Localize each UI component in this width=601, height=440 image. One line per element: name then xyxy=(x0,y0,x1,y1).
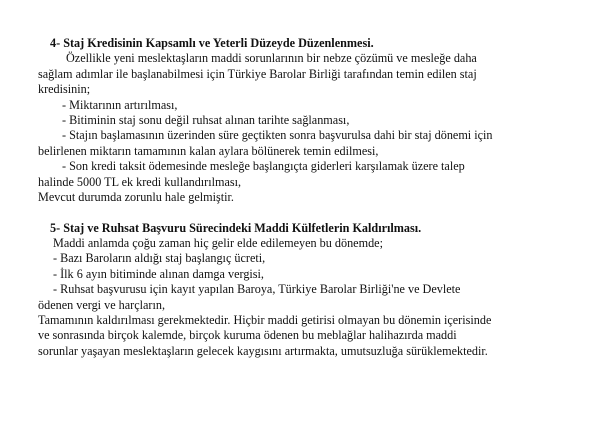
paragraph-line: Maddi anlamda çoğu zaman hiç gelir elde edilemeyen bu dönemde; xyxy=(53,236,383,251)
paragraph-line: sorunlar yaşayan meslektaşların gelecek kaygısını artırmakta, umutsuzluğa sürüklemektedir. xyxy=(38,343,488,358)
paragraph-line: Mevcut durumda zorunlu hale gelmiştir. xyxy=(38,189,234,204)
paragraph-line: kredisinin; xyxy=(38,82,91,97)
section-spacer xyxy=(38,205,598,220)
document-page xyxy=(38,36,598,359)
paragraph-line: ve sonrasında birçok kalemde, birçok kuruma ödenen bu meblağlar halihazırda maddi xyxy=(38,328,457,343)
list-item: - İlk 6 ayın bitiminde alınan damga vergisi, xyxy=(53,266,264,281)
paragraph-line: Özellikle yeni meslektaşların maddi sorunlarının bir nebze çözümü ve mesleğe daha xyxy=(66,51,477,66)
paragraph-line: ödenen vergi ve harçların, xyxy=(38,297,166,312)
list-item: - Ruhsat başvurusu için kayıt yapılan Baroya, Türkiye Barolar Birliği'ne ve Devlete xyxy=(53,282,461,297)
paragraph-line: belirlenen miktarın tamamının kalan aylara bölünerek temin edilmesi, xyxy=(38,143,379,158)
section-heading-maddi-kulfetler: 5- Staj ve Ruhsat Başvuru Sürecindeki Maddi Külfetlerin Kaldırılması. xyxy=(50,220,422,235)
list-item: - Bitiminin staj sonu değil ruhsat alınan tarihte sağlanması, xyxy=(62,112,350,127)
list-item: - Son kredi taksit ödemesinde mesleğe başlangıçta giderleri karşılamak üzere talep xyxy=(62,159,465,174)
paragraph-line: halinde 5000 TL ek kredi kullandırılması, xyxy=(38,174,242,189)
paragraph-line: Tamamının kaldırılması gerekmektedir. Hiçbir maddi getirisi olmayan bu dönemin içerisinde xyxy=(38,313,492,328)
list-item: - Miktarının artırılması, xyxy=(62,97,178,112)
paragraph-line: sağlam adımlar ile başlanabilmesi için Türkiye Barolar Birliği tarafından temin edilen staj xyxy=(38,66,477,81)
list-item: - Bazı Baroların aldığı staj başlangıç ücreti, xyxy=(53,251,266,266)
list-item: - Stajın başlamasının üzerinden süre geçtikten sonra başvurulsa dahi bir staj dönemi için xyxy=(62,128,493,143)
section-heading-staj-kredisi: 4- Staj Kredisinin Kapsamlı ve Yeterli Düzeyde Düzenlenmesi. xyxy=(50,36,374,50)
